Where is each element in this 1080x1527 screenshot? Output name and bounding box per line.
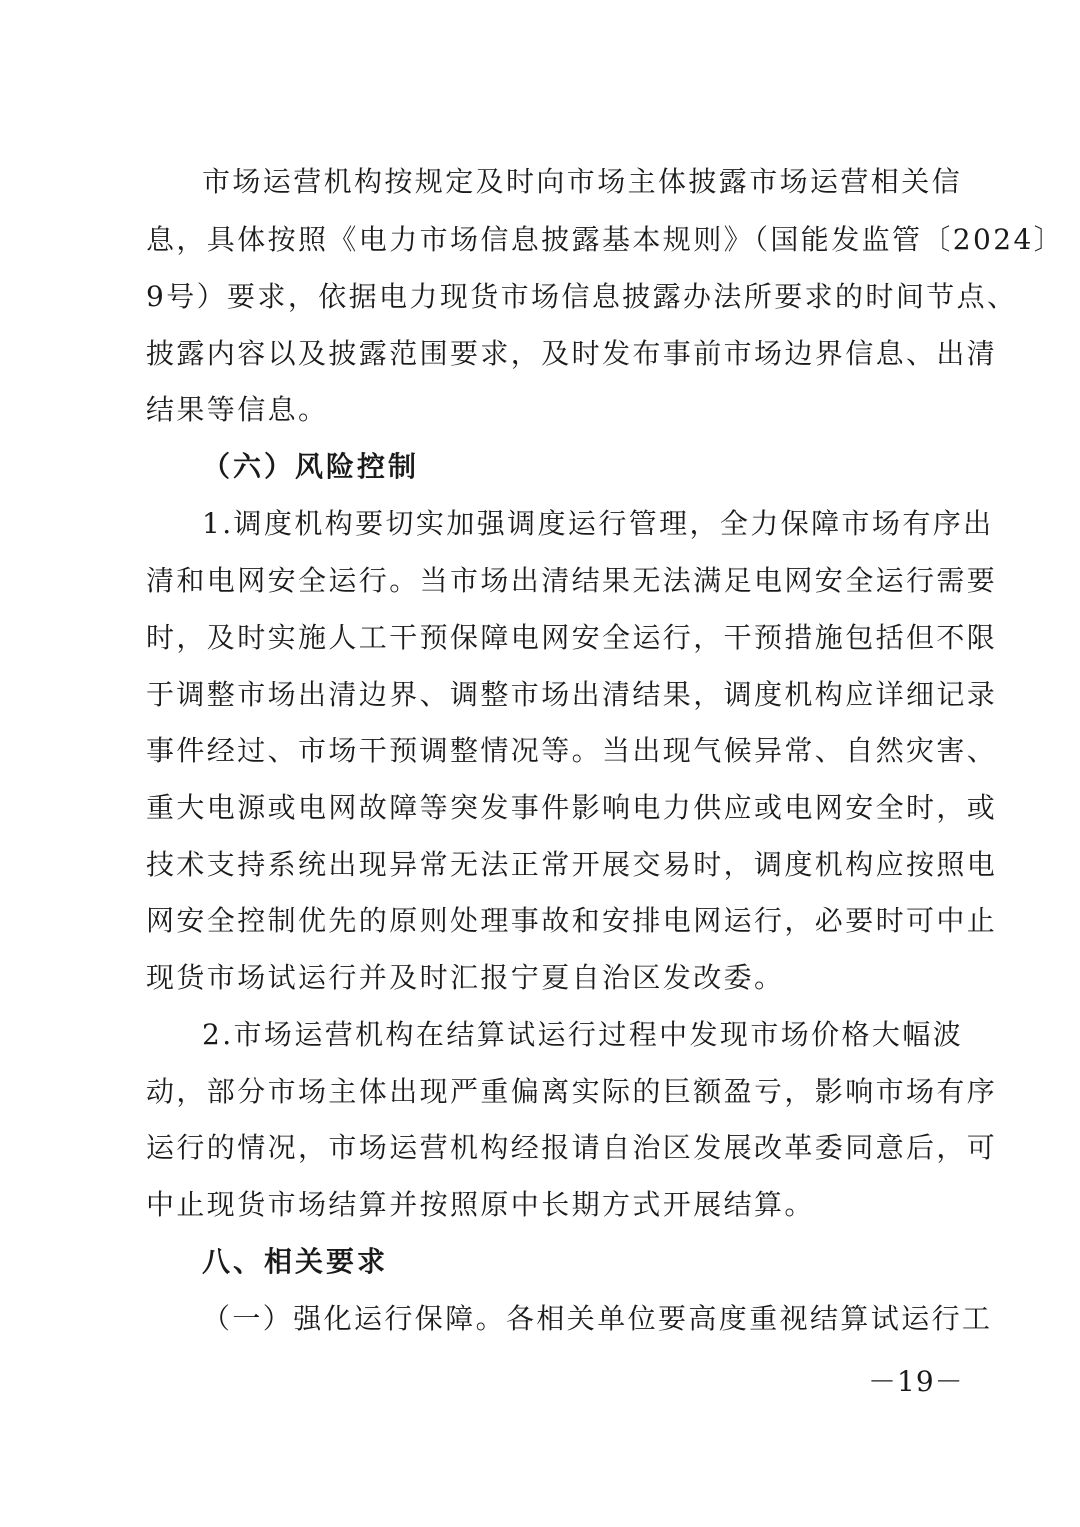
paragraph-line: 时，及时实施人工干预保障电网安全运行，干预措施包括但不限: [146, 621, 998, 654]
paragraph-line: 动，部分市场主体出现严重偏离实际的巨额盈亏，影响市场有序: [146, 1075, 998, 1108]
section-heading: 八、相关要求: [202, 1245, 389, 1278]
page-number: －19－: [868, 1365, 964, 1398]
paragraph-line: 技术支持系统出现异常无法正常开展交易时，调度机构应按照电: [146, 848, 998, 881]
paragraph-line: 息，具体按照《电力市场信息披露基本规则》（国能发监管〔2024〕: [146, 223, 1065, 256]
paragraph-line: 2.市场运营机构在结算试运行过程中发现市场价格大幅波: [202, 1018, 964, 1051]
paragraph-line: 披露内容以及披露范围要求，及时发布事前市场边界信息、出清: [146, 337, 998, 370]
paragraph-line: 1.调度机构要切实加强调度运行管理，全力保障市场有序出: [202, 507, 994, 540]
paragraph-line: 市场运营机构按规定及时向市场主体披露市场运营相关信: [202, 165, 963, 198]
paragraph-line: 清和电网安全运行。当市场出清结果无法满足电网安全运行需要: [146, 564, 998, 597]
paragraph-line: 事件经过、市场干预调整情况等。当出现气候异常、自然灾害、: [146, 734, 998, 767]
paragraph-line: 结果等信息。: [146, 393, 329, 426]
paragraph-line: 网安全控制优先的原则处理事故和安排电网运行，必要时可中止: [146, 904, 998, 937]
paragraph-line: 9号）要求，依据电力现货市场信息披露办法所要求的时间节点、: [146, 280, 1018, 313]
paragraph-line: （一）强化运行保障。各相关单位要高度重视结算试运行工: [202, 1302, 993, 1335]
paragraph-line: 中止现货市场结算并按照原中长期方式开展结算。: [146, 1188, 815, 1221]
paragraph-line: 重大电源或电网故障等突发事件影响电力供应或电网安全时，或: [146, 791, 998, 824]
section-heading: （六）风险控制: [202, 450, 420, 483]
paragraph-line: 现货市场试运行并及时汇报宁夏自治区发改委。: [146, 961, 785, 994]
paragraph-line: 运行的情况，市场运营机构经报请自治区发展改革委同意后，可: [146, 1131, 998, 1164]
paragraph-line: 于调整市场出清边界、调整市场出清结果，调度机构应详细记录: [146, 678, 998, 711]
